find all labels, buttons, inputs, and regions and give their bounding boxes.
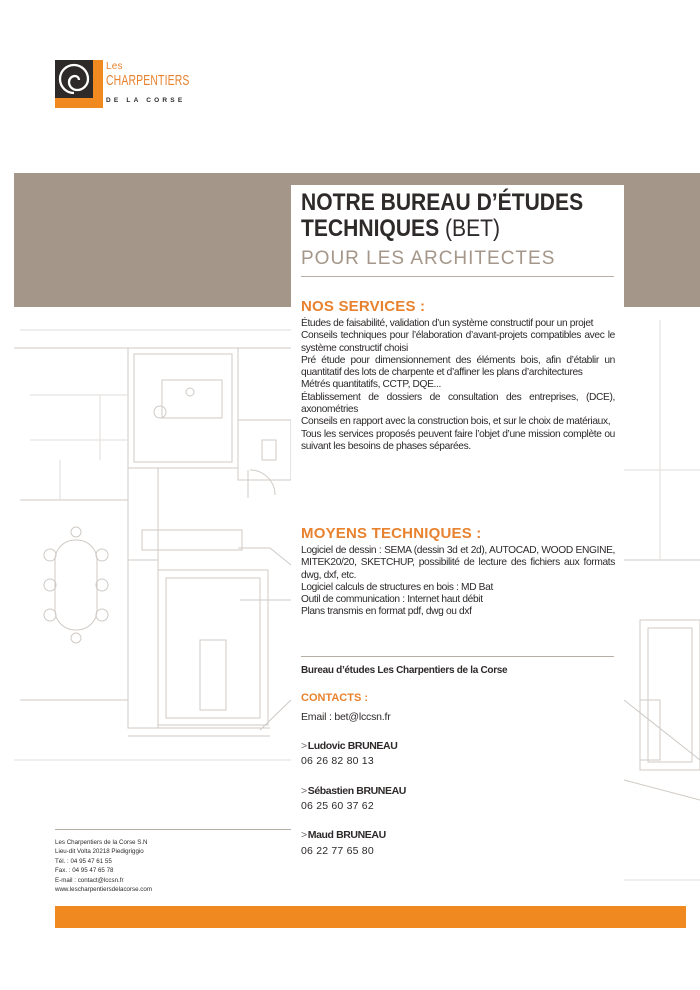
services-list xyxy=(301,318,615,453)
list-item: Logiciel de dessin : SEMA (dessin 3d et 2d), AUTOCAD, WOOD ENGINE, MITEK20/20, SKETCHUP, possibilité de lecture des fichiers aux formats dwg, dxf, etc. xyxy=(301,545,615,581)
footer-website-link[interactable]: www.lescharpentiersdelacorse.com xyxy=(55,886,152,894)
list-item: Études de faisabilité, validation d’un système constructif pour un projet xyxy=(301,318,594,329)
list-item: Plans transmis en format pdf, dwg ou dxf xyxy=(301,606,472,618)
title-bold: TECHNIQUES xyxy=(301,215,440,242)
title-line-1: NOTRE BUREAU D’ÉTUDES xyxy=(301,189,584,216)
logo-text-de-la-corse: DE LA CORSE xyxy=(106,97,186,104)
list-item: Métrés quantitatifs, CCTP, DQE... xyxy=(301,379,441,391)
footer-phone: Tél. : 04 95 47 61 55 xyxy=(55,857,112,865)
contact-phone-maud[interactable]: 06 22 77 65 80 xyxy=(301,845,374,857)
footer-email[interactable]: E-mail : contact@lccsn.fr xyxy=(55,876,124,884)
footer-accent-bar xyxy=(55,906,686,928)
spiral-logo-icon xyxy=(55,60,103,108)
list-item: Outil de communication : Internet haut débit xyxy=(301,594,483,606)
company-logo xyxy=(55,60,190,112)
services-title: NOS SERVICES : xyxy=(301,298,426,315)
title-light: (BET) xyxy=(439,215,501,242)
footer-address xyxy=(55,838,152,894)
footer-company: Les Charpentiers de la Corse S.N xyxy=(55,839,148,846)
footer-address-line: Lieu-dit Volta 20218 Piedigriggio xyxy=(55,848,144,856)
list-item: Logiciel calculs de structures en bois : MD Bat xyxy=(301,581,493,593)
contacts-title: CONTACTS : xyxy=(301,692,369,704)
chevron-right-icon: > xyxy=(301,785,307,797)
list-item: Établissement de dossiers de consultation des entreprises, (DCE), axonométries xyxy=(301,391,615,416)
contact-phone-sebastien[interactable]: 06 25 60 37 62 xyxy=(301,800,374,812)
list-item: Tous les services proposés peuvent faire l’objet d’une mission complète ou suivant les besoins de phases séparées. xyxy=(301,428,615,452)
contact-phone-ludovic[interactable]: 06 26 82 80 13 xyxy=(301,755,374,767)
footer-fax: Fax. : 04 95 47 65 78 xyxy=(55,867,114,875)
moyens-title: MOYENS TECHNIQUES : xyxy=(301,525,482,542)
contacts-divider xyxy=(301,656,614,657)
chevron-right-icon: > xyxy=(301,829,307,841)
list-item: Conseils en rapport avec la construction bois, et sur le choix de matériaux, xyxy=(301,416,611,428)
contact-name-ludovic: >Ludovic BRUNEAU xyxy=(301,740,398,752)
contact-name-sebastien: >Sébastien BRUNEAU xyxy=(301,785,406,797)
page-title xyxy=(301,189,584,242)
list-item: Conseils techniques pour l’élaboration d’avant-projets compatibles avec le système constructif choisi xyxy=(301,330,615,354)
chevron-right-icon: > xyxy=(301,740,307,752)
list-item: Pré étude pour dimensionnement des éléments bois, afin d’établir un quantitatif des lots de charpente et d’affiner les plans d’architectures xyxy=(301,354,615,379)
page-subtitle: POUR LES ARCHITECTES xyxy=(301,248,556,269)
footer-divider xyxy=(55,829,291,830)
logo-text-les: Les xyxy=(106,61,123,72)
title-line-2 xyxy=(301,216,576,242)
title-divider xyxy=(301,276,614,277)
moyens-list xyxy=(301,545,615,619)
bureau-name: Bureau d’études Les Charpentiers de la Corse xyxy=(301,665,508,676)
contact-name-maud: >Maud BRUNEAU xyxy=(301,829,386,841)
contact-email[interactable]: Email : bet@lccsn.fr xyxy=(301,711,391,723)
logo-text-charpentiers: CHARPENTIERS xyxy=(106,73,190,89)
